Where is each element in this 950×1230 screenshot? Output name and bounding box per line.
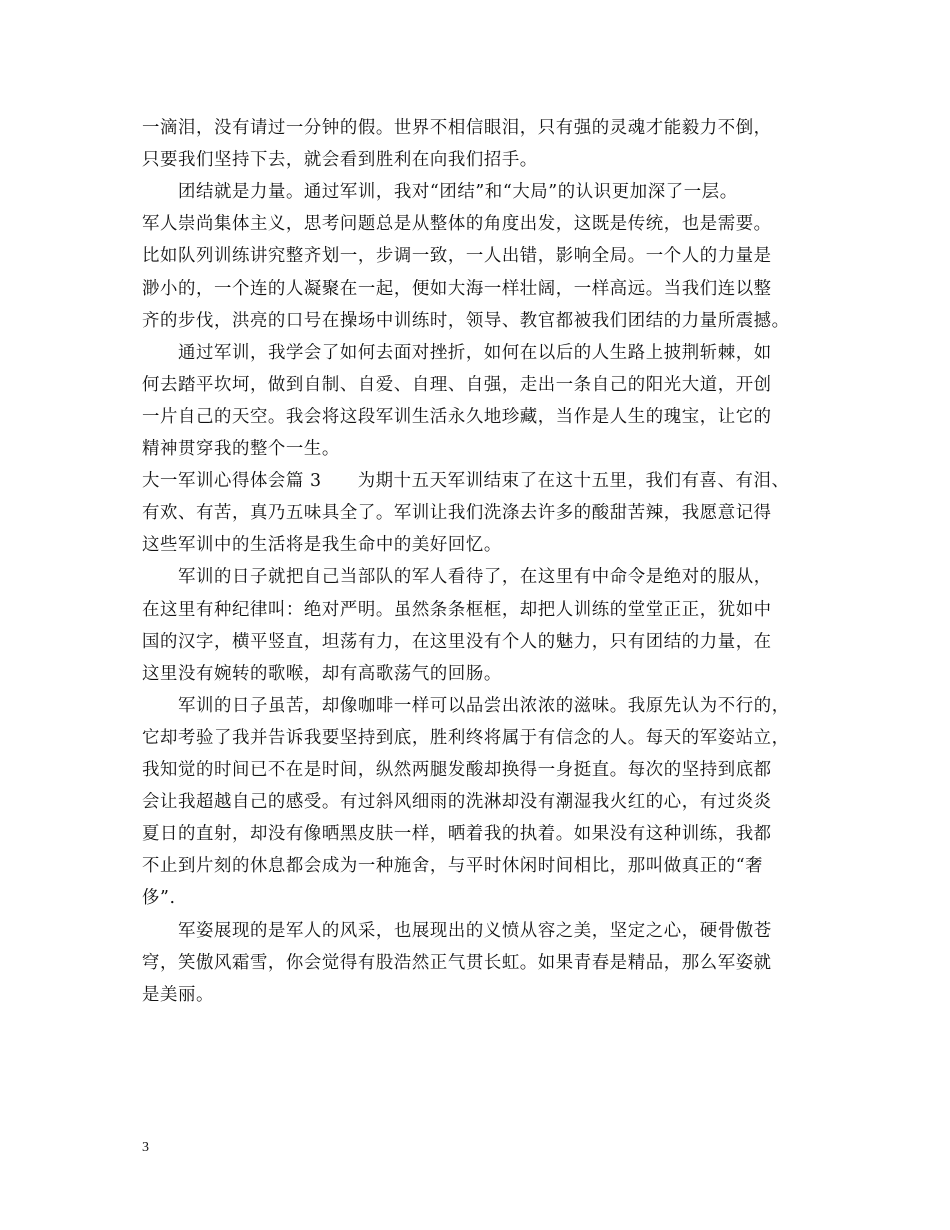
text-line: 会让我超越自己的感受。有过斜风细雨的洗淋却没有潮湿我火红的心，有过炎炎: [142, 792, 772, 813]
text-line: 这些军训中的生活将是我生命中的美好回忆。: [142, 535, 502, 556]
text-line: 这里没有婉转的歌喉，却有高歌荡气的回肠。: [142, 663, 502, 684]
text-line: 我知觉的时间已不在是时间，纵然两腿发酸却换得一身挺直。每次的坚持到底都: [142, 760, 772, 780]
text-line: 通过军训，我学会了如何去面对挫折，如何在以后的人生路上披荆斩棘，如: [178, 342, 772, 363]
text-line: 在这里有种纪律叫：绝对严明。虽然条条框框，却把人训练的堂堂正正，犹如中: [142, 599, 772, 620]
text-line: 齐的步伐，洪亮的口号在操场中训练时，领导、教官都被我们团结的力量所震撼。: [142, 310, 790, 331]
text-line: 夏日的直射，却没有像晒黑皮肤一样，晒着我的执着。如果没有这种训练，我都: [142, 824, 772, 845]
text-line: 军人崇尚集体主义，思考问题总是从整体的角度出发，这既是传统，也是需要。: [142, 214, 772, 235]
text-line: 只要我们坚持下去，就会看到胜利在向我们招手。: [142, 150, 538, 171]
text-line: 何去踏平坎坷，做到自制、自爱、自理、自强，走出一条自己的阳光大道，开创: [142, 374, 772, 395]
text-line: 穹，笑傲风霜雪，你会觉得有股浩然正气贯长虹。如果青春是精品，那么军姿就: [142, 952, 772, 973]
text-line: 团结就是力量。通过军训，我对“团结”和“大局”的认识更加深了一层。: [178, 182, 738, 203]
text-line: 一滴泪，没有请过一分钟的假。世界不相信眼泪，只有强的灵魂才能毅力不倒，: [142, 118, 772, 138]
text-line: 大一军训心得体会篇 3 为期十五天军训结束了在这十五里，我们有喜、有泪、: [142, 471, 790, 492]
text-line: 它却考验了我并告诉我要坚持到底，胜利终将属于有信念的人。每天的军姿站立，: [142, 727, 790, 748]
text-line: 精神贯穿我的整个一生。: [142, 439, 340, 459]
text-line: 侈”.: [142, 888, 176, 909]
text-line: 比如队列训练讲究整齐划一，步调一致，一人出错，影响全局。一个人的力量是: [142, 246, 772, 267]
text-line: 军训的日子就把自己当部队的军人看待了，在这里有中命令是绝对的服从，: [178, 567, 772, 588]
text-line: 军姿展现的是军人的风采，也展现出的义愤从容之美，坚定之心，硬骨傲苍: [178, 920, 772, 941]
text-line: 一片自己的天空。我会将这段军训生活永久地珍藏，当作是人生的瑰宝，让它的: [142, 406, 772, 427]
text-line: 不止到片刻的休息都会成为一种施舍，与平时休闲时间相比，那叫做真正的“奢: [142, 856, 764, 877]
text-line: 是美丽。: [142, 984, 214, 1005]
text-line: 国的汉字，横平竖直，坦荡有力，在这里没有个人的魅力，只有团结的力量，在: [142, 631, 772, 652]
text-line: 渺小的，一个连的人凝聚在一起，便如大海一样壮阔，一样高远。当我们连以整: [142, 278, 772, 299]
text-line: 有欢、有苦，真乃五味具全了。军训让我们洗涤去许多的酸甜苦辣，我愿意记得: [142, 503, 772, 524]
page-number: 3: [142, 1140, 149, 1155]
text-line: 军训的日子虽苦，却像咖啡一样可以品尝出浓浓的滋味。我原先认为不行的，: [178, 695, 790, 716]
